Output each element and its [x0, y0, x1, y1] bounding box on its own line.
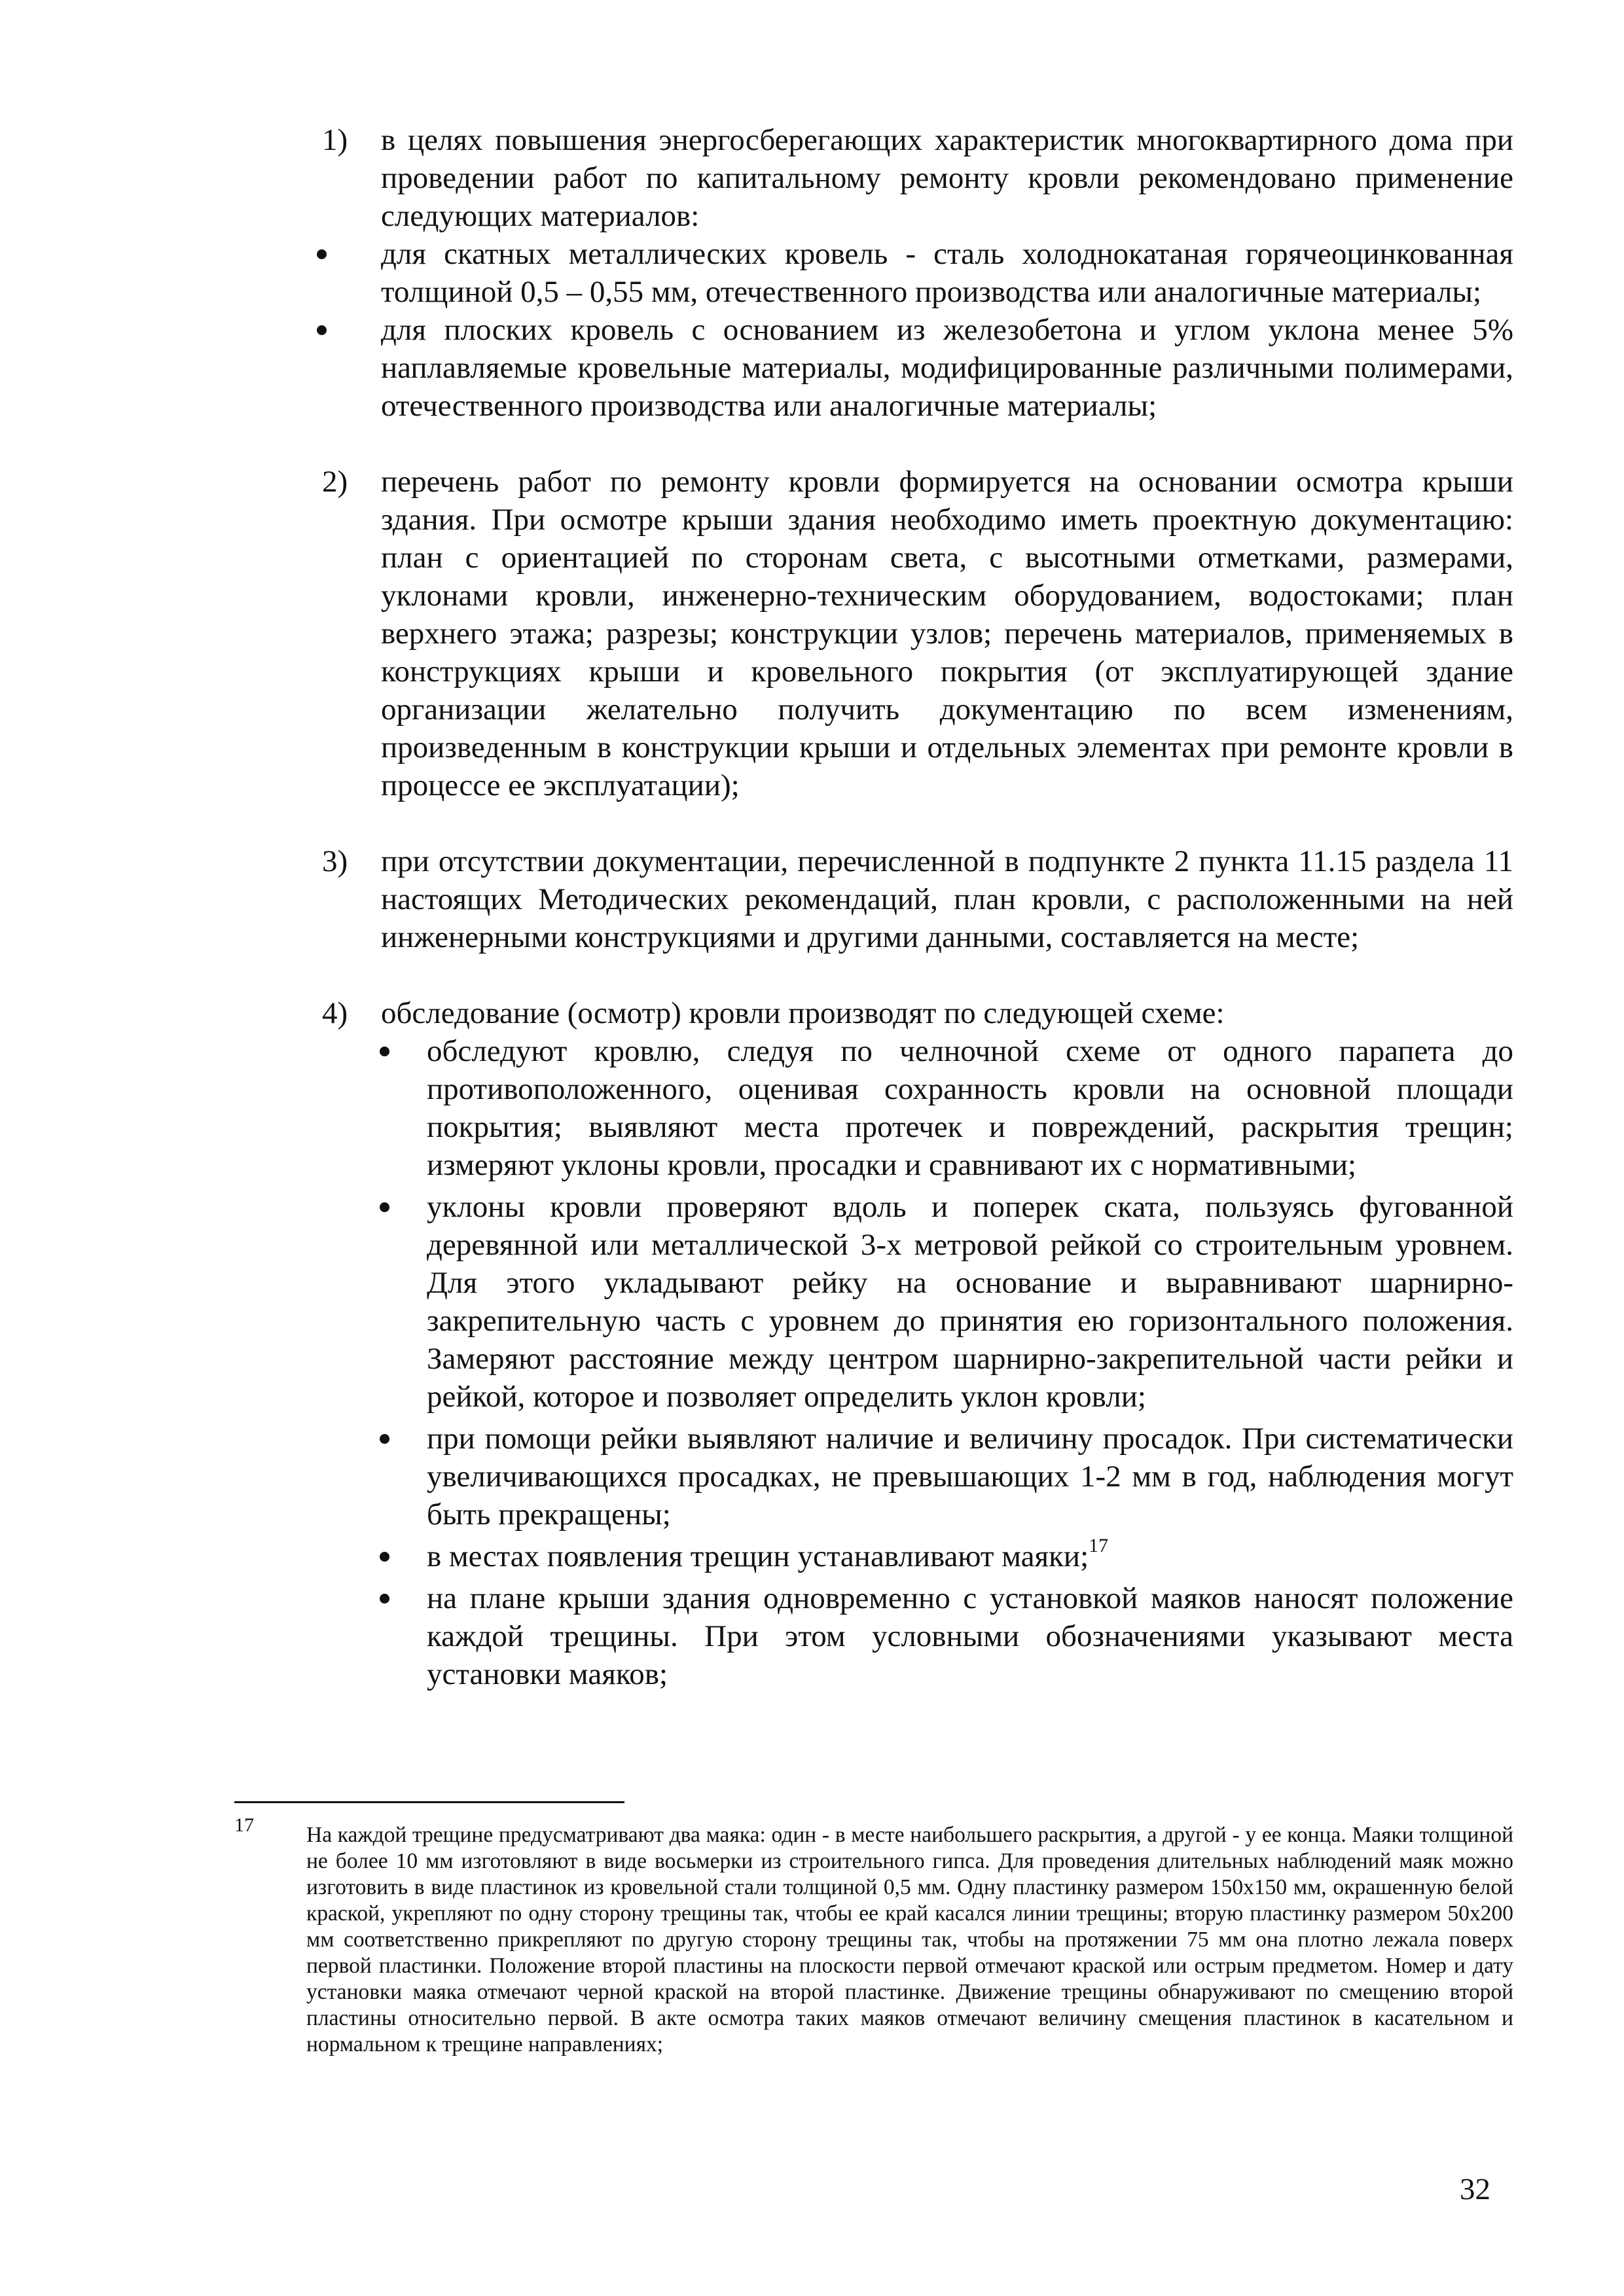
bullet-text: в местах появления трещин устанавливают маяки;	[427, 1539, 1089, 1573]
item-text: в целях повышения энергосберегающих характеристик многоквартирного дома при проведении работ по капитальному ремонту кровли рекомендовано применение следующих материалов:	[381, 123, 1513, 233]
bullet-item	[317, 235, 1513, 311]
bullet-icon	[380, 1434, 389, 1444]
bullet-item	[317, 311, 1513, 425]
bullet-item	[322, 1188, 1513, 1416]
bullet-icon	[380, 1202, 389, 1212]
item-text: обследование (осмотр) кровли производят по следующей схеме:	[381, 996, 1225, 1030]
bullet-item	[322, 1537, 1513, 1575]
bullet-icon	[380, 1552, 389, 1562]
bullet-text: обследуют кровлю, следуя по челночной схеме от одного парапета до противоположенного, оценивая сохранность кровли на основной площади покрытия; выявляют места протечек и повреждений, раскрытия трещин; измеряют уклоны кровли, просадки и сравнивают их с нормативными;	[427, 1034, 1513, 1182]
main-text	[322, 121, 1513, 1693]
item-text: перечень работ по ремонту кровли формируется на основании осмотра крыши здания. При осмотре крыши здания необходимо иметь проектную документацию: план с ориентацией по сторонам света, с высотными отметками, размерами, уклонами кровли, инженерно-техническим оборудованием, водостоками; план верхнего этажа; разрезы; конструкции узлов; перечень материалов, применяемых в конструкциях крыши и кровельного покрытия (от эксплуатирующей здание организации желательно получить документацию по всем изменениям, произведенным в конструкции крыши и отдельных элементах при ремонте кровли в процессе ее эксплуатации);	[381, 465, 1513, 802]
item-number: 4)	[322, 996, 348, 1030]
bullet-icon	[317, 325, 327, 335]
item-number: 2)	[322, 465, 348, 499]
bullet-text: для скатных металлических кровель - сталь холоднокатаная горячеоцинкованная толщиной 0,5 – 0,55 мм, отечественного производства или аналогичные материалы;	[381, 237, 1513, 309]
footnote-mark: 17	[234, 1814, 254, 1836]
bullet-item	[322, 1420, 1513, 1534]
item-number: 3)	[322, 844, 348, 878]
item-text: при отсутствии документации, перечисленной в подпункте 2 пункта 11.15 раздела 11 настоящих Методических рекомендаций, план кровли, с расположенными на ней инженерными конструкциями и другими данными, составляется на месте;	[381, 844, 1513, 954]
item-number: 1)	[322, 123, 348, 157]
bullet-icon	[317, 249, 327, 259]
list-item-1	[322, 121, 1513, 235]
list-item-2	[322, 463, 1513, 804]
bullet-text: при помощи рейки выявляют наличие и величину просадок. При систематически увеличивающихся просадках, не превышающих 1-2 мм в год, наблюдения могут быть прекращены;	[427, 1422, 1513, 1532]
bullet-text: для плоских кровель с основанием из железобетона и углом уклона менее 5% наплавляемые кровельные материалы, модифицированные различными полимерами, отечественного производства или аналогичные материалы;	[381, 313, 1513, 423]
page-number: 32	[1460, 2172, 1490, 2206]
bullet-item	[322, 1579, 1513, 1693]
list-item-4	[322, 994, 1513, 1693]
footnote-divider	[234, 1801, 624, 1803]
list-item-3	[322, 842, 1513, 956]
bullet-text: уклоны кровли проверяют вдоль и поперек ската, пользуясь фугованной деревянной или металлической 3-х метровой рейкой со строительным уровнем. Для этого укладывают рейку на основание и выравнивают шарнирно-закрепительную часть с уровнем до принятия ею горизонтального положения. Замеряют расстояние между центром шарнирно-закрепительной части рейки и рейкой, которое и позволяет определить уклон кровли;	[427, 1190, 1513, 1414]
bullet-icon	[380, 1047, 389, 1056]
bullet-text: на плане крыши здания одновременно с установкой маяков наносят положение каждой трещины. При этом условными обозначениями указывают места установки маяков;	[427, 1581, 1513, 1691]
footnote-reference[interactable]: 17	[1089, 1535, 1109, 1556]
bullet-item	[322, 1032, 1513, 1184]
footnote-text: На каждой трещине предусматривают два маяка: один - в месте наибольшего раскрытия, а другой - у ее конца. Маяки толщиной не более 10 мм изготовляют в виде восьмерки из строительного гипса. Для проведения длительных наблюдений маяк можно изготовить в виде пластинок из кровельной стали толщиной 0,5 мм. Одну пластинку размером 150х150 мм, окрашенную белой краской, укрепляют по одну сторону трещины так, чтобы ее край касался линии трещины; вторую пластинку размером 50х200 мм соответственно прикрепляют по другую сторону трещины так, чтобы на протяжении 75 мм она плотно лежала поверх первой пластинки. Положение второй пластины на плоскости первой отмечают краской или острым предметом. Номер и дату установки маяка отмечают черной краской на второй пластинке. Движение трещины обнаруживают по смещению второй пластины относительно первой. В акте осмотра таких маяков отмечают величину смещения пластинок в касательном и нормальном к трещине направлениях;	[306, 1823, 1513, 2056]
bullet-icon	[380, 1594, 389, 1604]
